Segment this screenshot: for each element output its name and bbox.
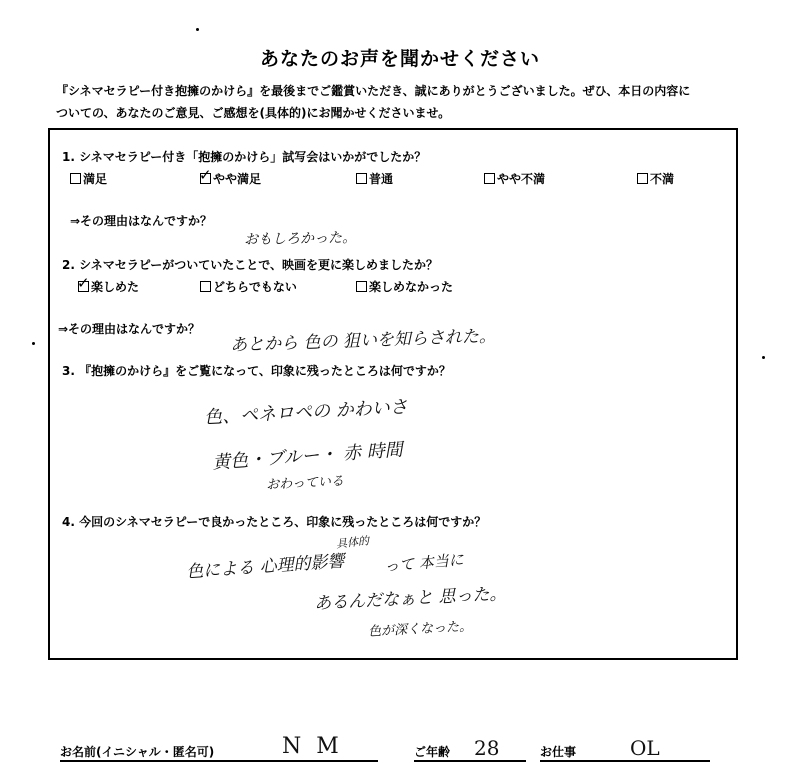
q4-handwritten-line-2: あるんだなぁと 思った。 bbox=[313, 583, 507, 615]
q1-option-label: 普通 bbox=[369, 172, 394, 186]
q1-option-somewhat-satisfied[interactable] bbox=[199, 166, 262, 187]
intro-line-2: ついての、あなたのご意見、ご感想を(具体的)にお聞かせくださいませ。 bbox=[56, 106, 451, 120]
intro-text bbox=[56, 80, 746, 124]
q3-handwritten-line-1: 色、ペネロペの かわいさ bbox=[203, 396, 409, 429]
q2-reason-label: ⇒その理由はなんですか？ bbox=[58, 322, 201, 336]
intro-line-1: 『シネマセラピー付き抱擁のかけら』を最後までご鑑賞いただき、誠にありがとうございました。ぜひ、本日の内容に bbox=[56, 84, 691, 98]
q2-handwritten-answer: あとから 色の 狙いを知らされた。 bbox=[229, 326, 497, 356]
job-label: お仕事 bbox=[540, 745, 577, 759]
checkbox[interactable] bbox=[70, 173, 81, 184]
checkbox[interactable] bbox=[356, 281, 367, 292]
checkbox[interactable] bbox=[199, 166, 212, 184]
q2-option-label: 楽しめなかった bbox=[369, 280, 454, 294]
q1-handwritten-answer: おもしろかった。 bbox=[243, 230, 357, 248]
job-underline bbox=[540, 760, 710, 762]
checkbox[interactable] bbox=[484, 173, 495, 184]
q1-option-satisfied[interactable] bbox=[70, 170, 107, 187]
q2-question: 2. シネマセラピーがついていたことで、映画を更に楽しめましたか？ bbox=[62, 258, 439, 272]
q1-option-label: 不満 bbox=[650, 172, 675, 186]
q3-handwritten-line-3: おわっている bbox=[265, 473, 345, 494]
q3-handwritten-line-2: 黄色・ブルー・ 赤 時間 bbox=[211, 439, 404, 474]
q4-handwritten-line-1: 色による 心理的影響 bbox=[185, 551, 346, 583]
q2-option-label: 楽しめた bbox=[91, 280, 140, 294]
q2-option-label: どちらでもない bbox=[213, 280, 297, 294]
scan-speck bbox=[196, 28, 199, 31]
name-label: お名前(イニシャル・匿名可) bbox=[60, 745, 215, 759]
job-value: OL bbox=[630, 736, 660, 760]
q4-handwritten-line-1b: って 本当に bbox=[383, 550, 465, 576]
scan-speck bbox=[32, 342, 35, 345]
q1-option-somewhat-dissatisfied[interactable] bbox=[484, 170, 545, 187]
name-underline bbox=[60, 760, 378, 762]
q4-handwritten-line-3: 色が深くなった。 bbox=[367, 619, 473, 640]
checkbox[interactable] bbox=[637, 173, 648, 184]
q1-reason-label: ⇒その理由はなんですか？ bbox=[70, 214, 213, 228]
q2-option-neither[interactable] bbox=[200, 278, 297, 295]
scan-speck bbox=[762, 356, 765, 359]
checkbox[interactable] bbox=[77, 274, 90, 292]
checkbox[interactable] bbox=[356, 173, 367, 184]
q1-question: 1. シネマセラピー付き「抱擁のかけら」試写会はいかがでしたか？ bbox=[62, 150, 427, 164]
checkbox[interactable] bbox=[200, 281, 211, 292]
check-mark-icon: ✓ bbox=[199, 166, 212, 184]
q1-option-label: 満足 bbox=[83, 172, 108, 186]
q2-option-not-enjoyed[interactable] bbox=[356, 278, 453, 295]
q3-question: 3. 『抱擁のかけら』をご覧になって、印象に残ったところは何ですか？ bbox=[62, 364, 451, 378]
page-title: あなたのお声を聞かせください bbox=[259, 48, 540, 70]
age-value: 28 bbox=[474, 736, 500, 760]
age-underline bbox=[414, 760, 526, 762]
q1-option-label: やや不満 bbox=[497, 172, 546, 186]
q1-option-neutral[interactable] bbox=[356, 170, 393, 187]
q1-option-dissatisfied[interactable] bbox=[637, 170, 674, 187]
q2-option-enjoyed[interactable] bbox=[77, 274, 140, 295]
age-label: ご年齢 bbox=[414, 745, 451, 759]
name-value: N M bbox=[282, 734, 343, 759]
check-mark-icon: ✓ bbox=[77, 274, 90, 292]
q4-question: 4. 今回のシネマセラピーで良かったところ、印象に残ったところは何ですか？ bbox=[62, 515, 487, 529]
q4-handwritten-insert: 具体的 bbox=[335, 534, 370, 551]
q1-option-label: やや満足 bbox=[213, 172, 262, 186]
